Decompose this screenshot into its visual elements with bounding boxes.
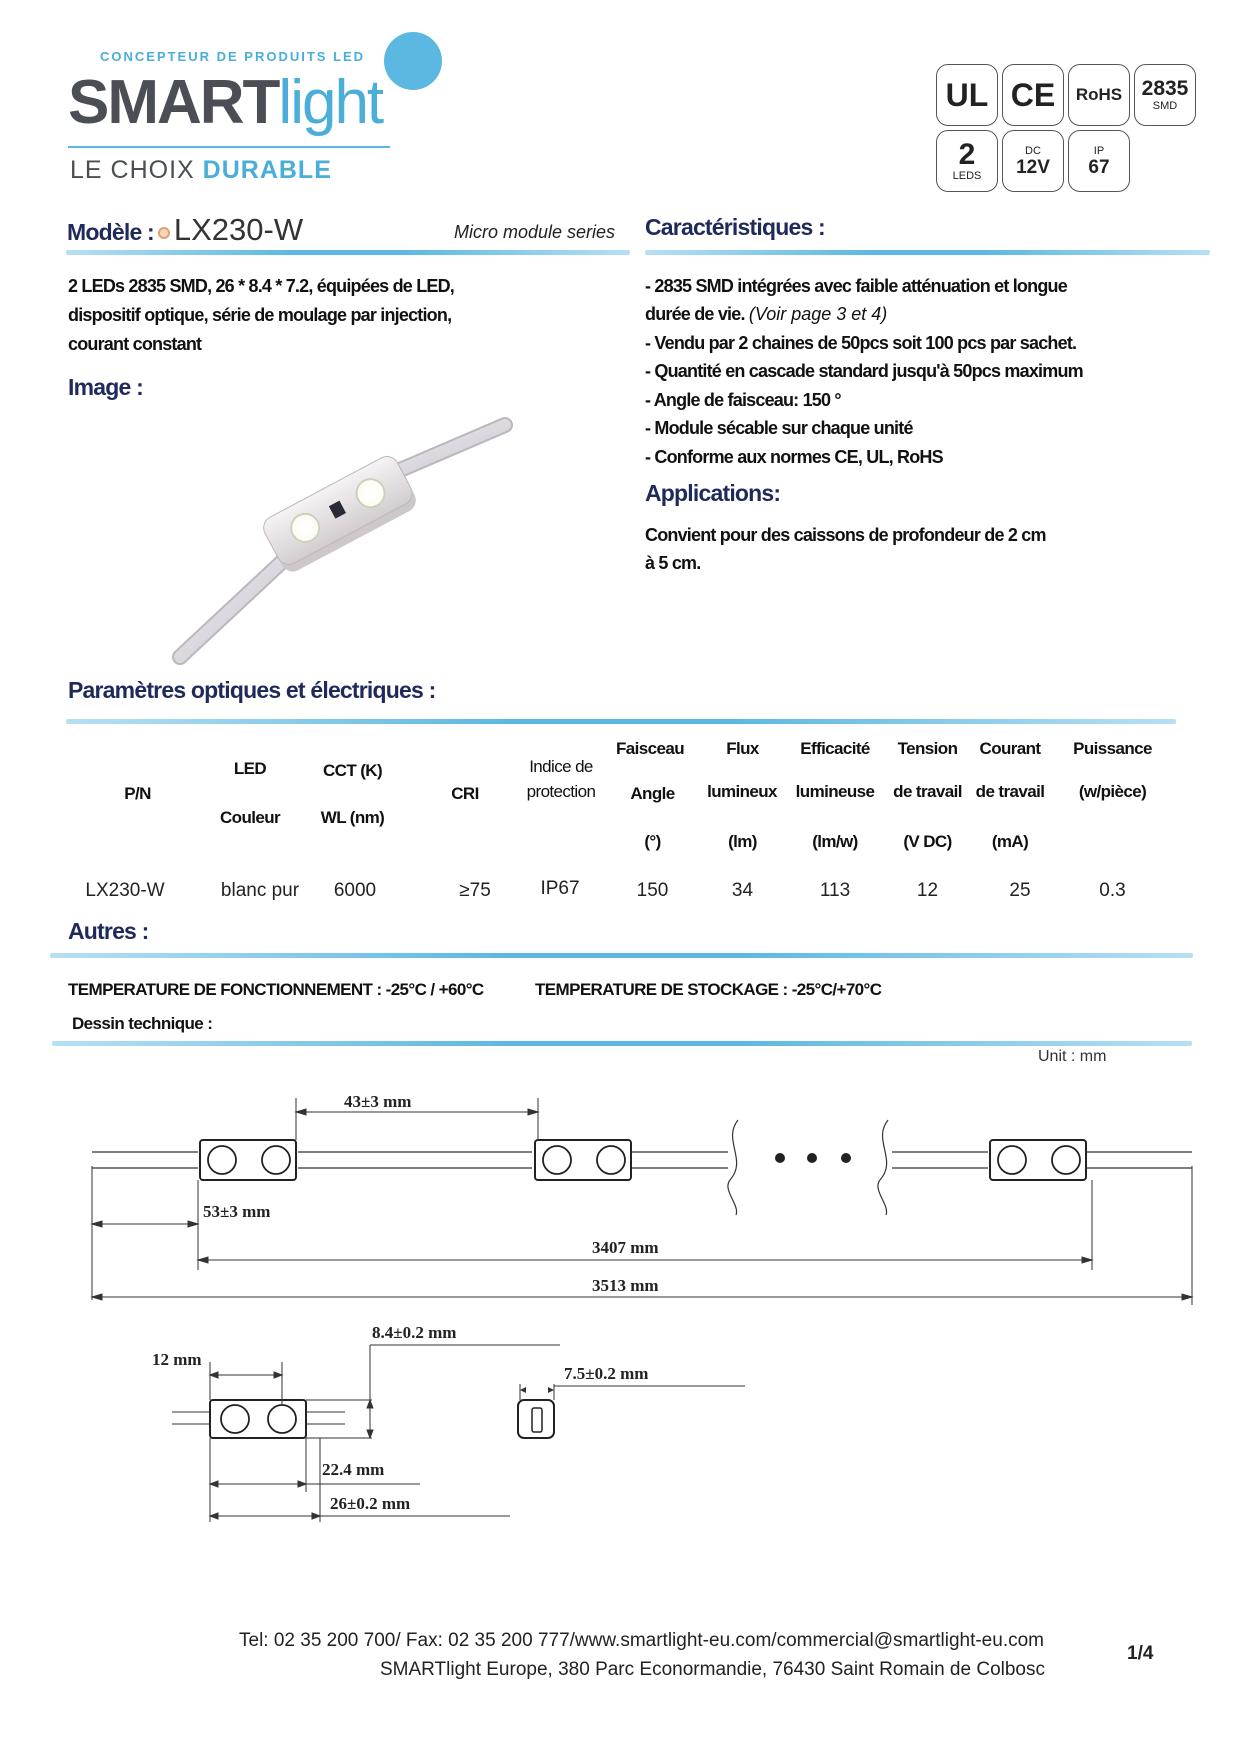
header-indice-2: protection (526, 782, 596, 801)
led-dot-icon (158, 227, 170, 239)
cell-courant: 25 (1009, 880, 1031, 901)
logo-divider (68, 146, 390, 148)
feature-6: - Conforme aux normes CE, UL, RoHS (645, 447, 943, 467)
feature-5: - Module sécable sur chaque unité (645, 418, 913, 438)
dc-badge-value: 12V (1016, 156, 1050, 178)
logo-brand-smart: SMART (68, 68, 279, 137)
header-couleur: Couleur (219, 808, 281, 827)
leds-badge (936, 130, 998, 192)
smd-badge-number: 2835 (1141, 76, 1189, 100)
logo-brand-light: light (278, 68, 383, 137)
ip-badge-value: 67 (1088, 156, 1110, 178)
cell-efficacite: 113 (819, 880, 851, 901)
product-image (150, 395, 530, 695)
dim-depth: 7.5±0.2 mm (564, 1364, 649, 1383)
feature-1-cont (645, 300, 887, 329)
header-courant-1: Courant (979, 739, 1041, 758)
cell-ip: IP67 (540, 878, 580, 899)
feature-2: - Vendu par 2 chaines de 50pcs soit 100 pcs par sachet. (645, 333, 1077, 353)
cell-cri: ≥75 (459, 880, 491, 901)
header-efficacite-2: lumineuse (795, 782, 875, 801)
model-label: Modèle : (67, 219, 154, 245)
image-heading: Image : (68, 374, 143, 400)
header-courant-unit: (mA) (991, 832, 1029, 851)
header-led: LED (233, 759, 267, 778)
feature-3: - Quantité en cascade standard jusqu'à 50pcs maximum (645, 361, 1083, 381)
header-flux-unit: (lm) (728, 832, 757, 851)
footer-address: SMARTlight Europe, 380 Parc Econormandie, 76430 Saint Romain de Colbosc (379, 1659, 1045, 1680)
header-tension-2: de travail (893, 782, 962, 801)
drawing-dot-1 (775, 1153, 785, 1163)
drawing-module-2 (535, 1140, 631, 1180)
dc-badge-label: DC (1025, 144, 1041, 157)
leds-badge-number: 2 (958, 137, 976, 171)
header-efficacite-unit: (lm/w) (812, 832, 858, 851)
feature-4: - Angle de faisceau: 150 ° (645, 390, 841, 410)
feature-1: - 2835 SMD intégrées avec faible atténuation et longue (645, 276, 1067, 296)
drawing-detail-front (210, 1400, 306, 1438)
cell-angle: 150 (636, 880, 669, 901)
technical-drawing (0, 1060, 1240, 1550)
header-cri: CRI (451, 784, 479, 803)
drawing-dot-2 (807, 1153, 817, 1163)
header-courant-2: de travail (975, 782, 1045, 801)
dim-end: 53±3 mm (203, 1202, 271, 1221)
cell-puissance: 0.3 (1099, 880, 1126, 901)
temp-operating: TEMPERATURE DE FONCTIONNEMENT : -25°C / +60°C (68, 980, 484, 999)
characteristics-rule (645, 250, 1210, 255)
ce-badge: CE (1002, 64, 1064, 126)
header-angle: Angle (630, 784, 675, 803)
header-cct: CCT (K) (322, 761, 383, 780)
applications-line-1: Convient pour des caissons de profondeur de 2 cm (645, 525, 1046, 545)
dim-height: 8.4±0.2 mm (372, 1323, 457, 1342)
cell-couleur: blanc pur (220, 880, 300, 901)
autres-rule (50, 953, 1193, 958)
dim-length-1: 3407 mm (592, 1238, 659, 1257)
cell-pn: LX230-W (85, 880, 165, 901)
leds-badge-label: LEDS (952, 169, 982, 182)
smd-badge (1134, 64, 1196, 126)
logo-tagline: CONCEPTEUR DE PRODUITS LED (100, 49, 366, 64)
dc-badge (1002, 130, 1064, 192)
params-heading: Paramètres optiques et électriques : (68, 677, 436, 703)
model-heading (67, 212, 303, 248)
header-wl: WL (nm) (320, 808, 385, 827)
dessin-rule (52, 1041, 1192, 1046)
header-indice-1: Indice de (529, 757, 593, 776)
cell-tension: 12 (916, 880, 939, 901)
logo-circle (384, 32, 442, 90)
drawing-module-3 (990, 1140, 1086, 1180)
header-angle-unit: (°) (644, 832, 661, 851)
header-flux-2: lumineux (707, 782, 777, 801)
dim-length-2: 3513 mm (592, 1276, 659, 1295)
cell-flux: 34 (731, 880, 754, 901)
header-tension-1: Tension (897, 739, 958, 758)
header-puissance-2: (w/pièce) (1078, 782, 1147, 801)
dim-pitch: 43±3 mm (344, 1092, 412, 1111)
header-pn: P/N (124, 784, 151, 803)
product-module (259, 452, 420, 575)
ip-badge-label: IP (1093, 144, 1105, 157)
applications-heading: Applications: (645, 480, 781, 506)
footer-contact: Tel: 02 35 200 700/ Fax: 02 35 200 777/www.smartlight-eu.com/commercial@smartlight-eu.com (239, 1630, 1044, 1651)
cell-cct: 6000 (333, 880, 377, 901)
applications-line-2: à 5 cm. (645, 553, 701, 573)
params-rule (66, 719, 1176, 724)
dim-gap: 12 mm (152, 1350, 202, 1369)
drawing-dot-3 (841, 1153, 851, 1163)
ip-badge (1068, 130, 1130, 192)
drawing-detail-side (518, 1384, 745, 1438)
header-tension-unit: (V DC) (903, 832, 952, 851)
model-description: 2 LEDs 2835 SMD, 26 * 8.4 * 7.2, équipées de LED, dispositif optique, série de moulage par injection, courant constant (68, 276, 454, 354)
model-series: Micro module series (454, 222, 616, 242)
temp-storage: TEMPERATURE DE STOCKAGE : -25°C/+70°C (535, 980, 882, 999)
drawing-module-1 (200, 1140, 296, 1180)
logo-subtitle-b: DURABLE (202, 156, 332, 184)
autres-heading: Autres : (68, 918, 149, 944)
page-number: 1/4 (1127, 1643, 1154, 1664)
rohs-badge: RoHS (1068, 64, 1130, 126)
characteristics-heading: Caractéristiques : (645, 214, 825, 240)
logo-subtitle-a: LE CHOIX (70, 156, 203, 184)
model-rule (66, 250, 630, 255)
dim-width: 26±0.2 mm (330, 1494, 411, 1513)
logo-subtitle (70, 156, 332, 185)
smd-badge-label: SMD (1152, 99, 1178, 112)
header-flux-1: Flux (726, 739, 759, 758)
logo-wordmark (68, 70, 382, 136)
drawing-unit: Unit : mm (1038, 1048, 1107, 1065)
header-efficacite-1: Efficacité (800, 739, 870, 758)
model-value: LX230-W (173, 212, 304, 247)
dim-inner: 22.4 mm (322, 1460, 385, 1479)
dessin-heading: Dessin technique : (72, 1014, 213, 1033)
ul-badge: UL (936, 64, 998, 126)
header-puissance-1: Puissance (1073, 739, 1152, 758)
header-faisceau: Faisceau (616, 739, 684, 758)
feature-1-cont-text: durée de vie. (645, 304, 745, 324)
feature-1-ref: (Voir page 3 et 4) (748, 304, 888, 324)
